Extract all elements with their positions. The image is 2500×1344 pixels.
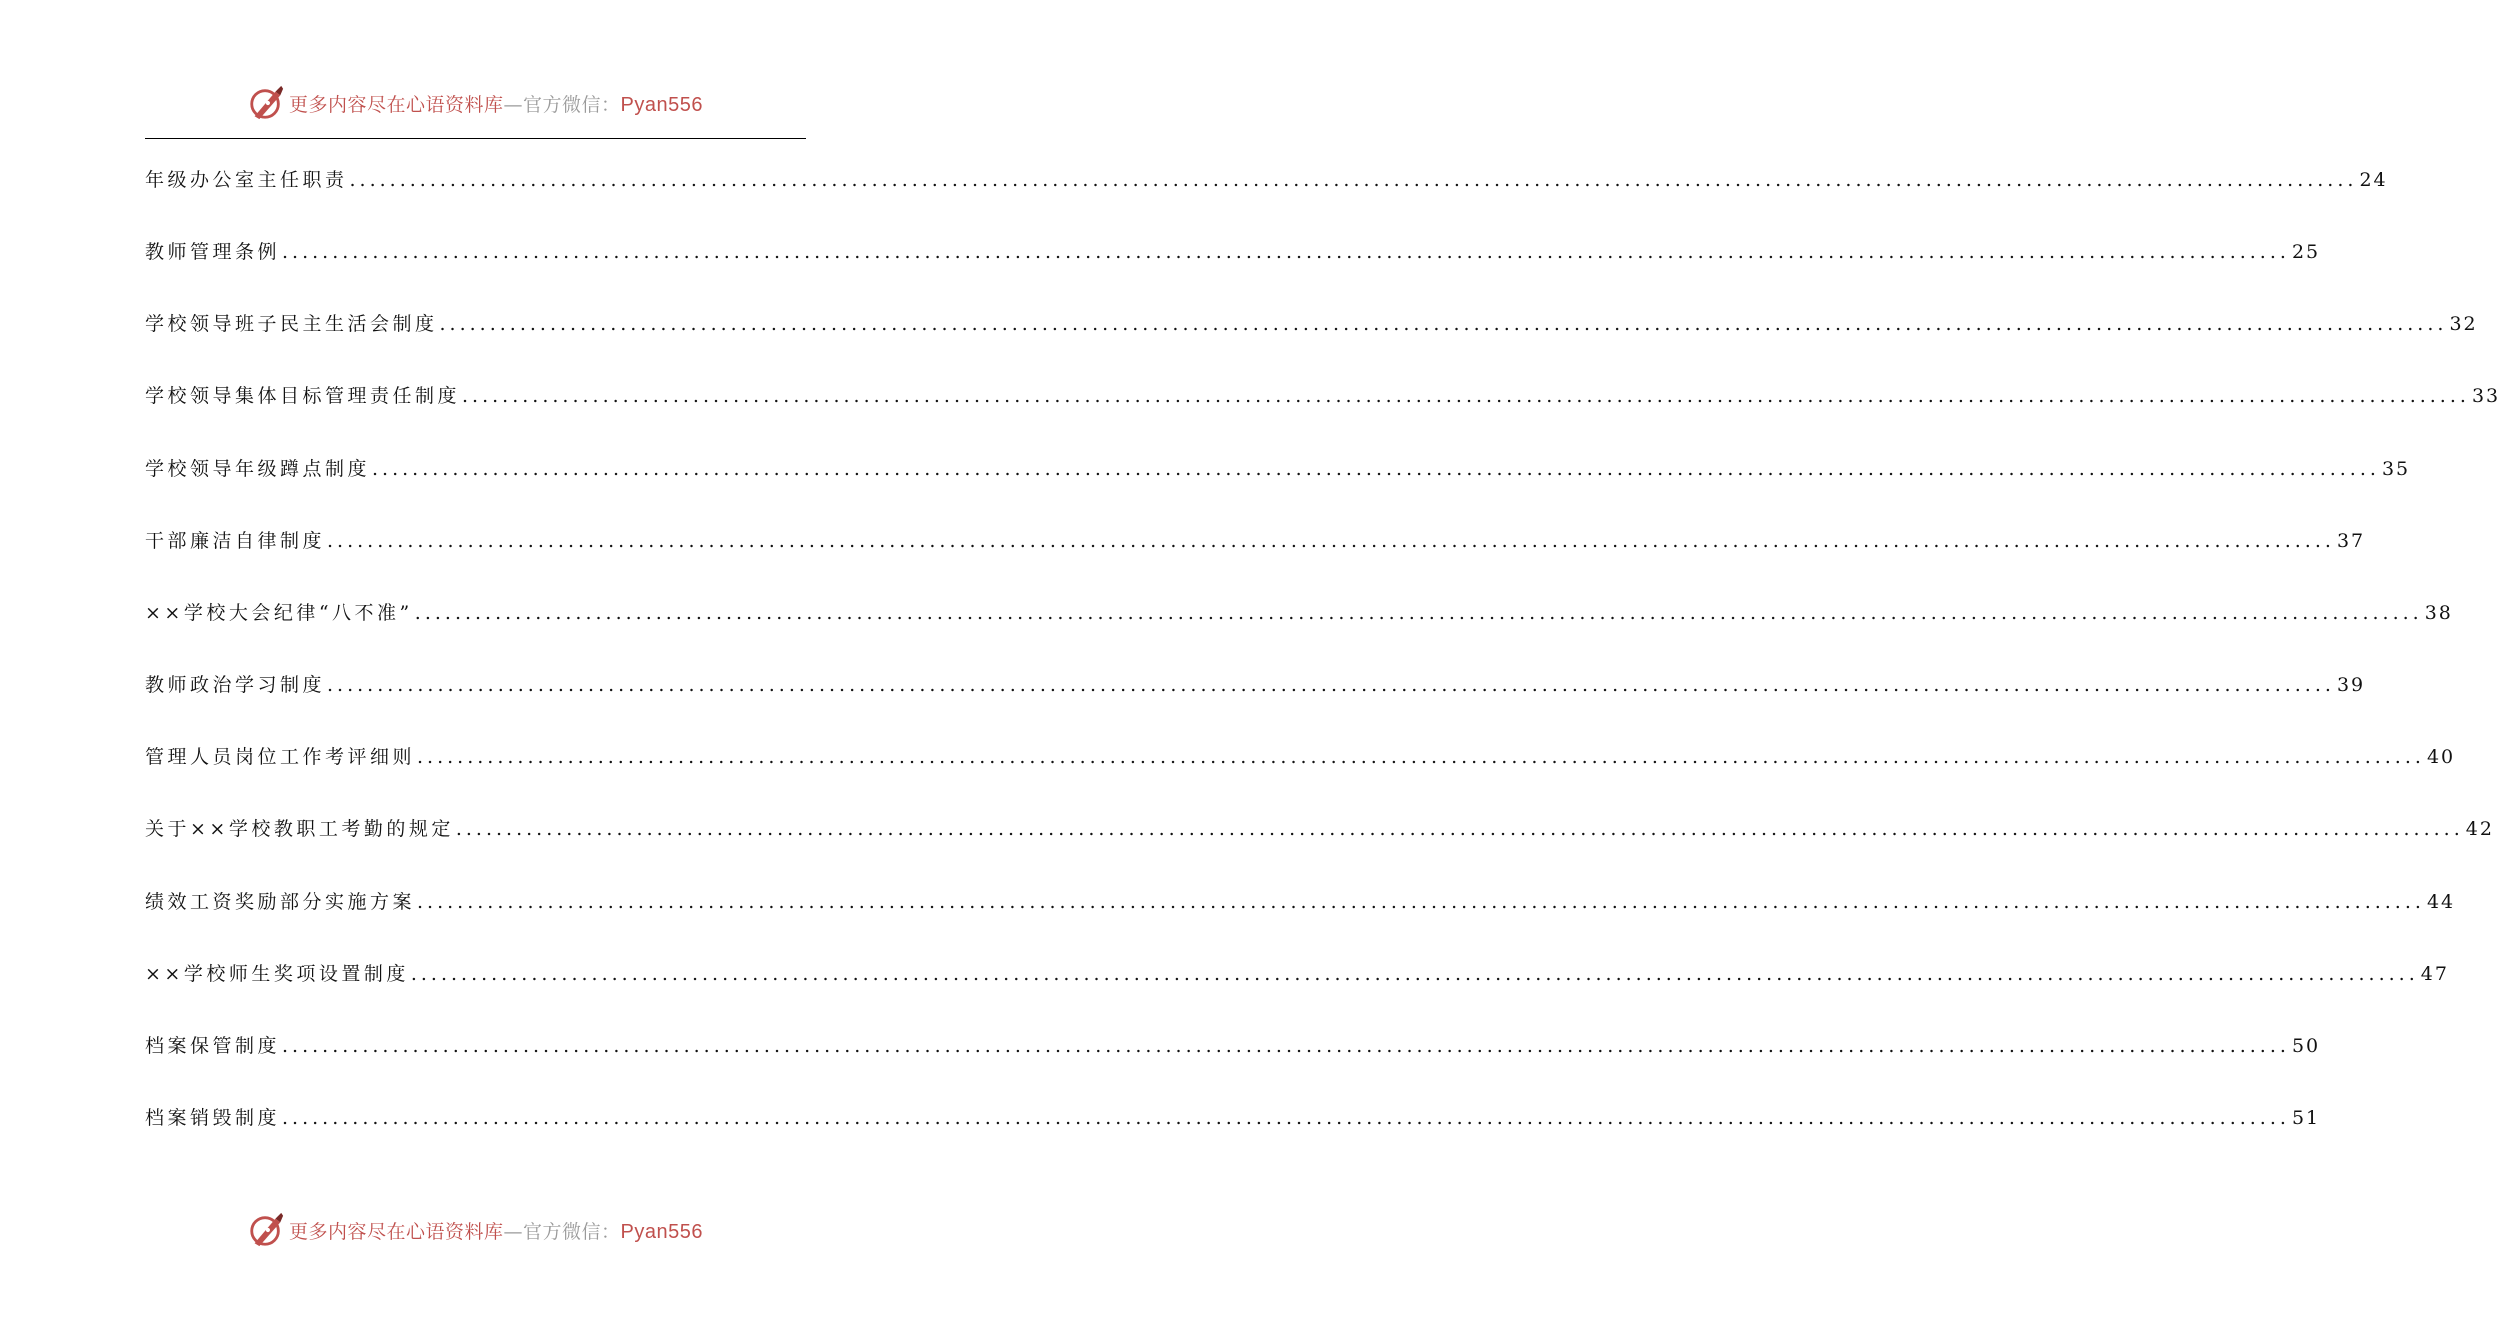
toc-page-number: 39 bbox=[2336, 674, 2366, 697]
pen-logo-icon bbox=[247, 1211, 285, 1249]
toc-row[interactable] bbox=[145, 801, 2494, 841]
toc-row[interactable] bbox=[145, 224, 2321, 264]
toc-title: 年级办公室主任职责 bbox=[145, 169, 348, 191]
toc-title: 学校领导集体目标管理责任制度 bbox=[145, 385, 461, 408]
toc-page-number: 51 bbox=[2291, 1106, 2321, 1129]
toc-page-number: 25 bbox=[2291, 241, 2321, 264]
toc-leader-dots: ........................................................................................................................................................................................................ bbox=[417, 890, 2425, 913]
toc-page-number: 47 bbox=[2420, 962, 2449, 985]
toc-row[interactable] bbox=[145, 368, 2500, 408]
toc-row[interactable] bbox=[145, 152, 2388, 192]
header-banner-text bbox=[289, 90, 703, 117]
toc-title: 干部廉洁自律制度 bbox=[145, 529, 326, 552]
toc-row[interactable] bbox=[145, 874, 2456, 914]
toc-row[interactable] bbox=[145, 1018, 2321, 1058]
toc-row[interactable] bbox=[145, 585, 2453, 625]
toc-page-number: 32 bbox=[2449, 313, 2478, 336]
toc-leader-dots: ........................................................................................................................................................................................................ bbox=[414, 601, 2423, 624]
toc-leader-dots: ........................................................................................................................................................................................................ bbox=[282, 1034, 2290, 1057]
toc-page-number: 24 bbox=[2359, 169, 2388, 191]
toc-leader-dots: ........................................................................................................................................................................................................ bbox=[462, 385, 2470, 408]
toc-title: 教师政治学习制度 bbox=[145, 674, 326, 697]
toc-title: 绩效工资奖励部分实施方案 bbox=[145, 890, 416, 913]
header-site-name: 更多内容尽在心语资料库 bbox=[289, 93, 504, 116]
toc-leader-dots: ........................................................................................................................................................................................................ bbox=[282, 241, 2290, 264]
toc-title: 学校领导班子民主生活会制度 bbox=[145, 313, 438, 336]
footer-banner-text bbox=[289, 1217, 703, 1244]
toc-leader-dots: ........................................................................................................................................................................................................ bbox=[372, 457, 2380, 480]
toc-page-number: 40 bbox=[2426, 746, 2456, 769]
toc-title: 管理人员岗位工作考评细则 bbox=[145, 746, 416, 769]
toc-leader-dots: ........................................................................................................................................................................................................ bbox=[439, 313, 2448, 336]
toc-leader-dots: ........................................................................................................................................................................................................ bbox=[282, 1106, 2290, 1129]
toc-page-number: 44 bbox=[2426, 890, 2456, 913]
footer-site-name: 更多内容尽在心语资料库 bbox=[289, 1220, 504, 1243]
toc-leader-dots: ........................................................................................................................................................................................................ bbox=[455, 818, 2464, 841]
toc-row[interactable] bbox=[145, 513, 2366, 553]
toc-title: 学校领导年级蹲点制度 bbox=[145, 457, 371, 480]
toc-title: ××学校大会纪律“八不准” bbox=[145, 601, 413, 624]
toc-row[interactable] bbox=[145, 296, 2478, 336]
footer-wechat-id: Pyan556 bbox=[620, 1220, 703, 1243]
toc-page-number: 38 bbox=[2424, 601, 2453, 624]
header-wechat-label: —官方微信： bbox=[503, 93, 621, 116]
toc-row[interactable] bbox=[145, 441, 2411, 481]
toc-title: 档案保管制度 bbox=[145, 1034, 281, 1057]
toc-leader-dots: ........................................................................................................................................................................................................ bbox=[349, 169, 2358, 191]
footer-banner bbox=[0, 1208, 950, 1252]
toc-leader-dots: ........................................................................................................................................................................................................ bbox=[327, 674, 2335, 697]
toc-row[interactable] bbox=[145, 1090, 2321, 1130]
footer-wechat-label: —官方微信： bbox=[503, 1220, 621, 1243]
header-wechat-id: Pyan556 bbox=[620, 93, 703, 116]
toc-title: ××学校师生奖项设置制度 bbox=[145, 962, 409, 985]
toc-page-number: 37 bbox=[2336, 529, 2366, 552]
header-divider bbox=[145, 138, 806, 139]
toc-row[interactable] bbox=[145, 946, 2449, 986]
toc-title: 档案销毁制度 bbox=[145, 1106, 281, 1129]
pen-logo-icon bbox=[247, 84, 285, 122]
toc-leader-dots: ........................................................................................................................................................................................................ bbox=[417, 746, 2425, 769]
toc-title: 关于××学校教职工考勤的规定 bbox=[145, 818, 454, 841]
toc-page-number: 35 bbox=[2381, 457, 2411, 480]
toc-page-number: 50 bbox=[2291, 1034, 2321, 1057]
header-banner bbox=[0, 81, 950, 125]
toc-title: 教师管理条例 bbox=[145, 241, 281, 264]
toc-row[interactable] bbox=[145, 657, 2366, 697]
toc-leader-dots: ........................................................................................................................................................................................................ bbox=[327, 529, 2335, 552]
toc-page-number: 33 bbox=[2471, 385, 2500, 408]
toc-leader-dots: ........................................................................................................................................................................................................ bbox=[410, 962, 2419, 985]
toc-row[interactable] bbox=[145, 729, 2456, 769]
toc-page-number: 42 bbox=[2465, 818, 2494, 841]
